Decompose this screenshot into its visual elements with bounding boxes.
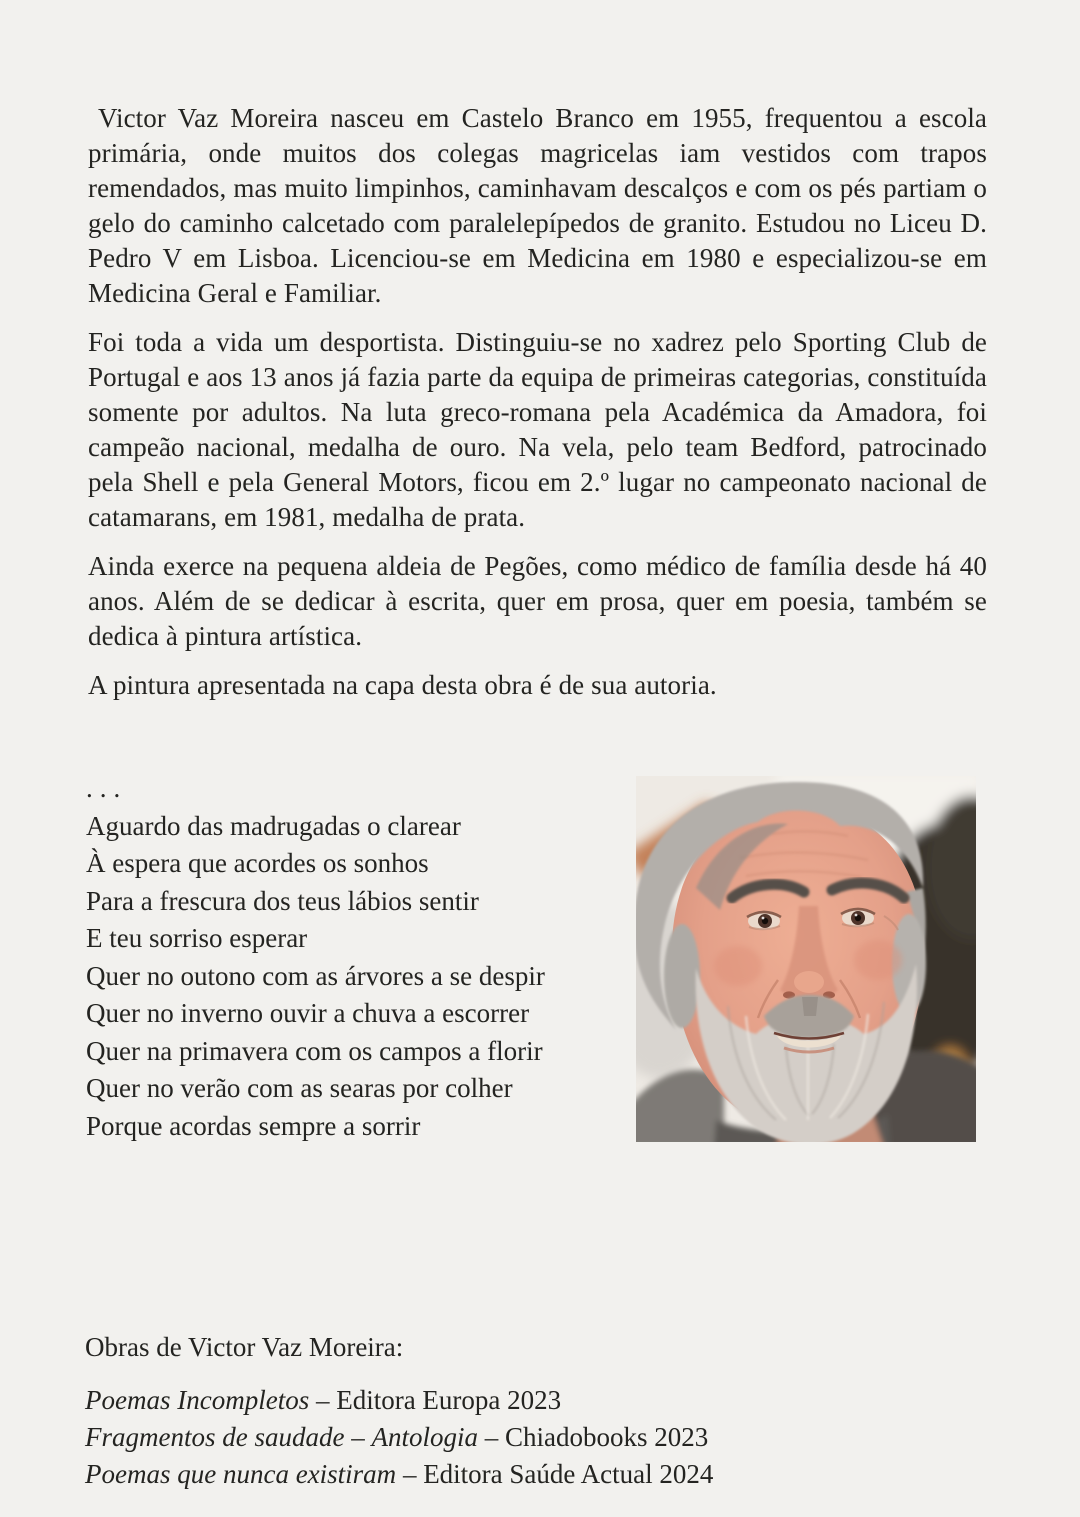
work-title: Fragmentos de saudade — [85, 1422, 345, 1452]
work-title: Poemas Incompletos — [85, 1385, 310, 1415]
work-item — [85, 1456, 713, 1493]
poem-line: Quer no outono com as árvores a se despir — [86, 960, 545, 991]
work-subtitle: Antologia — [371, 1422, 478, 1452]
poem-line: Quer no verão com as searas por colher — [86, 1073, 513, 1103]
poem-line: Quer na primavera com os campos a florir — [86, 1035, 543, 1066]
bio-paragraph: Victor Vaz Moreira nasceu em Castelo Branco em 1955, frequentou a escola primária, onde muitos dos colegas magricelas iam vestidos com trapos remendados, mas muito limpinhos, caminhavam descalços e com os pés partiam o gelo do caminho calcetado com paralelepípedos de granito. Estudou no Liceu D. Pedro V em Lisboa. Licenciou-se em Medicina em 1980 e especializou-se em Medicina Geral e Familiar. — [88, 103, 987, 308]
poem-line: Para a frescura dos teus lábios sentir — [86, 885, 479, 916]
poem-line: À espera que acordes os sonhos — [86, 848, 429, 878]
poem-line: Porque acordas sempre a sorrir — [86, 1110, 421, 1141]
bio-paragraph: A pintura apresentada na capa desta obra é de sua autoria. — [88, 670, 717, 700]
poem-line: Aguardo das madrugadas o clarear — [86, 810, 461, 841]
works-heading: Obras de Victor Vaz Moreira: — [85, 1332, 404, 1362]
poem-ellipsis: ... — [86, 773, 128, 803]
works-section — [85, 1330, 713, 1493]
work-publisher: Editora Saúde Actual 2024 — [423, 1459, 714, 1489]
poem-line: E teu sorriso esperar — [86, 923, 308, 953]
bio-paragraph: Foi toda a vida um desportista. Distinguiu-se no xadrez pelo Sporting Club de Portugal e aos 13 anos já fazia parte da equipa de primeiras categorias, constituída somente por adultos. Na luta greco-romana pela Académica da Amadora, foi campeão nacional, medalha de ouro. Na vela, pelo team Bedford, patrocinado pela Shell e pela General Motors, ficou em 2.º lugar no campeonato nacional de catamarans, em 1981, medalha de prata. — [88, 327, 987, 532]
poem-line: Quer no inverno ouvir a chuva a escorrer — [86, 998, 530, 1028]
work-publisher: Editora Europa 2023 — [336, 1385, 562, 1415]
work-separator: – — [309, 1385, 337, 1415]
author-photo — [636, 776, 976, 1142]
bio-section — [88, 101, 987, 717]
work-separator: – — [344, 1422, 372, 1452]
poem-section — [86, 770, 545, 1145]
work-title: Poemas que nunca existiram — [85, 1459, 397, 1489]
work-separator: – — [396, 1459, 424, 1489]
work-publisher: Chiadobooks 2023 — [504, 1422, 709, 1452]
author-portrait-illustration — [636, 776, 976, 1142]
work-item — [85, 1419, 713, 1456]
bio-paragraph: Ainda exerce na pequena aldeia de Pegões, como médico de família desde há 40 anos. Além de se dedicar à escrita, quer em prosa, quer em poesia, também se dedica à pintura artística. — [88, 551, 987, 651]
work-item — [85, 1382, 713, 1419]
work-separator: – — [477, 1422, 505, 1452]
